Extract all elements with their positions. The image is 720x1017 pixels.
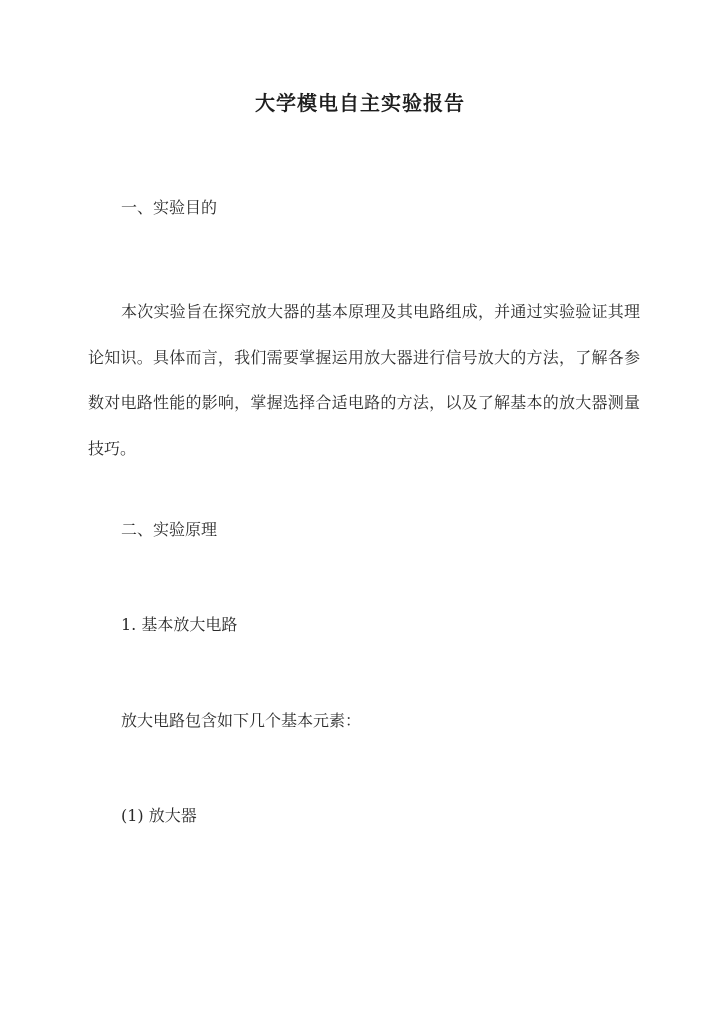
purpose-paragraph: 本次实验旨在探究放大器的基本原理及其电路组成，并通过实验验证其理论知识。具体而言，我们需要掌握运用放大器进行信号放大的方法，了解各参数对电路性能的影响，掌握选择合适电路的方法，以及了解基本的放大器测量技巧。 bbox=[88, 302, 640, 458]
document-title: 大学模电自主实验报告 bbox=[255, 91, 465, 115]
section-heading-principle: 二、实验原理 bbox=[121, 520, 218, 539]
section-heading-purpose: 一、实验目的 bbox=[121, 198, 218, 217]
list-item-amplifier: (1) 放大器 bbox=[121, 806, 197, 825]
basic-elements-text: 放大电路包含如下几个基本元素： bbox=[121, 711, 362, 730]
subsection-heading-basic-amplifier: 1. 基本放大电路 bbox=[121, 615, 238, 634]
